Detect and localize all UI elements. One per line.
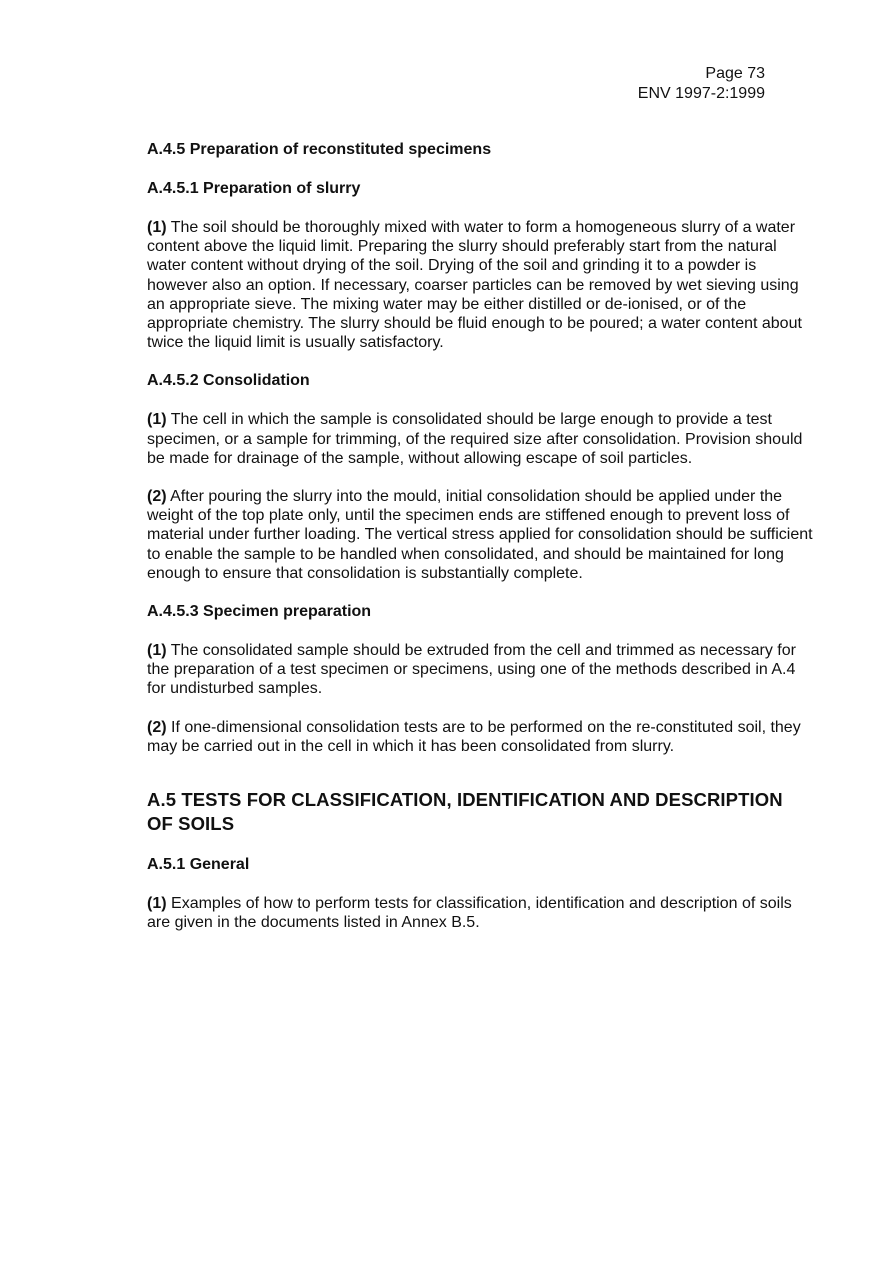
paragraph-text: The cell in which the sample is consolidated should be large enough to provide a test specimen, or a sample for trimming, of the required size after consolidation. Provision should be made for drainage of the sample, without allowing escape of soil particles. bbox=[147, 411, 803, 467]
section-heading-a51: A.5.1 General bbox=[147, 856, 250, 874]
paragraph-number: (1) bbox=[147, 642, 167, 660]
section-heading-a452: A.4.5.2 Consolidation bbox=[147, 372, 310, 390]
section-heading-a451: A.4.5.1 Preparation of slurry bbox=[147, 180, 361, 197]
paragraph-a452-2 bbox=[147, 487, 813, 583]
paragraph-text: After pouring the slurry into the mould, initial consolidation should be applied under the weight of the top plate only, until the specimen ends are stiffened enough to prevent loss of material under further loading. The vertical stress applied for consolidation should be sufficient to enable the sample to be handled when consolidated, and should be maintained for long enough to ensure that consolidation is substantially complete. bbox=[147, 488, 813, 582]
paragraph-a452-1 bbox=[147, 410, 813, 468]
paragraph-number: (1) bbox=[147, 895, 167, 913]
document-body bbox=[147, 140, 813, 932]
section-heading-a453: A.4.5.3 Specimen preparation bbox=[147, 603, 372, 621]
section-heading-a5: A.5 TESTS FOR CLASSIFICATION, IDENTIFICATION AND DESCRIPTION OF SOILS bbox=[147, 789, 783, 835]
paragraph-a451-1 bbox=[147, 218, 813, 352]
paragraph-number: (2) bbox=[147, 718, 167, 736]
document-id: ENV 1997-2:1999 bbox=[637, 85, 765, 102]
paragraph-number: (1) bbox=[147, 219, 167, 236]
paragraph-text: The soil should be thoroughly mixed with water to form a homogeneous slurry of a water content above the liquid limit. Preparing the slurry should preferably start from the natural water content without drying of the soil. Drying of the soil and grinding it to a powder is however also an option. If necessary, coarser particles can be removed by wet sieving using an appropriate sieve. The mixing water may be either distilled or de-ionised, or of the appropriate chemistry. The slurry should be fluid enough to be poured; a water content about twice the liquid limit is usually satisfactory. bbox=[147, 219, 802, 352]
paragraph-text: The consolidated sample should be extruded from the cell and trimmed as necessary for the preparation of a test specimen or specimens, using one of the methods described in A.4 for undisturbed samples. bbox=[147, 642, 796, 698]
paragraph-text: If one-dimensional consolidation tests are to be performed on the re-constituted soil, they may be carried out in the cell in which it has been consolidated from slurry. bbox=[147, 718, 801, 755]
paragraph-number: (2) bbox=[147, 488, 167, 506]
paragraph-number: (1) bbox=[147, 411, 167, 429]
paragraph-a453-2 bbox=[147, 718, 813, 756]
section-heading-a45: A.4.5 Preparation of reconstituted specimens bbox=[147, 141, 492, 158]
paragraph-a453-1 bbox=[147, 641, 813, 699]
paragraph-a51-1 bbox=[147, 894, 813, 932]
paragraph-text: Examples of how to perform tests for classification, identification and description of soils are given in the documents listed in Annex B.5. bbox=[147, 895, 792, 932]
page-header bbox=[638, 64, 765, 104]
page-number: Page 73 bbox=[705, 65, 765, 82]
